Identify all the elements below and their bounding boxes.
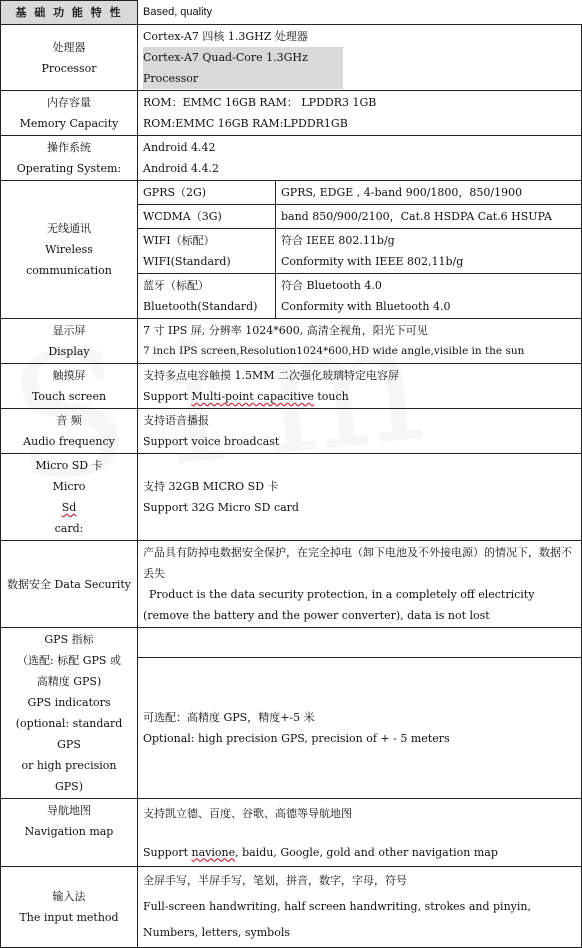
spellcheck-text: Multi-point capacitive	[191, 390, 314, 403]
value-line-1: 支持凯立德、百度、谷歌、高德等导航地图	[143, 806, 352, 820]
value-line-2	[143, 386, 576, 407]
label-line: （选配: 标配 GPS 或	[17, 654, 121, 667]
row-os	[1, 136, 582, 181]
value-line-1: 支持语音播报	[143, 414, 209, 427]
value-line-1: Android 4.42	[143, 141, 216, 154]
row-processor	[1, 25, 582, 91]
value-os	[138, 136, 582, 181]
label-cn: 无线通讯	[47, 222, 91, 235]
label-en: Audio frequency	[23, 435, 115, 448]
label-input	[1, 867, 138, 948]
value-line-2: Product is the data security protection, in a completely off electricity (remove the battery and the power converter), data is not lost	[143, 588, 535, 622]
value-line-1: ROM：EMMC 16GB RAM： LPDDR3 1GB	[143, 96, 377, 109]
value-line-2: Optional: high precision GPS, precision of + - 5 meters	[143, 731, 450, 745]
label-en: Memory Capacity	[19, 117, 119, 130]
value-input	[138, 867, 582, 948]
value-gps	[138, 657, 582, 798]
label-os	[1, 136, 138, 181]
value-display	[138, 319, 582, 364]
text-part: Micro	[52, 480, 86, 493]
label-cn: 显示屏	[52, 324, 86, 337]
text-part: Support	[143, 845, 192, 859]
value-line-1: 可选配：高精度 GPS，精度+-5 米	[143, 710, 315, 724]
value-line-2: 7 inch IPS screen,Resolution1024*600,HD wide angle,visible in the sun	[143, 345, 525, 357]
wireless-item-name: GPRS（2G)	[138, 181, 276, 205]
value-line-2: Support voice broadcast	[143, 435, 280, 448]
wifi-value-cn: 符合 IEEE 802.11b/g	[281, 234, 395, 247]
value-line-1: 7 寸 IPS 屏, 分辨率 1024*600, 高清全视角，阳光下可见	[143, 324, 428, 337]
text-part: touch	[313, 390, 349, 403]
label-line: or high precision GPS)	[21, 759, 117, 793]
spellcheck-text: Sd	[61, 501, 77, 514]
label-cn: 触摸屏	[52, 369, 86, 382]
label-en: The input method	[19, 911, 119, 924]
label-cn: 输入法	[52, 890, 86, 903]
label-cn: 内存容量	[47, 96, 91, 109]
row-security	[1, 541, 582, 628]
value-line-1: 全屏手写，半屏手写，笔划，拼音，数字，字母，符号	[143, 874, 407, 887]
label-display	[1, 319, 138, 364]
wireless-item-value	[276, 229, 582, 274]
value-line-2	[143, 842, 576, 863]
row-touch	[1, 364, 582, 409]
label-security: 数据安全 Data Security	[1, 541, 138, 628]
value-line-1: Cortex-A7 四核 1.3GHZ 处理器	[143, 30, 308, 43]
wireless-item-value	[276, 274, 582, 319]
label-cn: 操作系统	[47, 141, 91, 154]
label-memory	[1, 91, 138, 136]
label-audio	[1, 409, 138, 454]
label-gps	[1, 628, 138, 799]
value-line-1: 支持多点电容触摸 1.5MM 二次强化玻璃特定电容屏	[143, 369, 400, 382]
text-part: , baidu, Google, gold and other navigation map	[235, 845, 498, 859]
value-sd	[138, 454, 582, 541]
row-gps-top	[1, 628, 582, 658]
label-line: GPS indicators	[27, 696, 111, 709]
label-en: Wireless communication	[26, 243, 112, 277]
row-display	[1, 319, 582, 364]
wireless-item-name: WCDMA（3G)	[138, 205, 276, 229]
value-security	[138, 541, 582, 628]
label-processor	[1, 25, 138, 91]
label-en	[6, 476, 132, 539]
value-line-2: Cortex-A7 Quad-Core 1.3GHz Processor	[143, 47, 343, 89]
wireless-item-name	[138, 274, 276, 319]
value-line-1: 产品具有防掉电数据安全保护，在完全掉电（卸下电池及不外接电源）的情况下，数据不丢失	[143, 546, 572, 580]
spellcheck-text: navione	[191, 845, 236, 859]
bluetooth-value-en: Conformity with Bluetooth 4.0	[281, 300, 451, 313]
label-sd	[1, 454, 138, 541]
bluetooth-en: Bluetooth(Standard)	[143, 300, 258, 313]
value-line-1: 支持 32GB MICRO SD 卡	[143, 480, 279, 493]
value-gps-empty	[138, 628, 582, 658]
value-line-2: ROM:EMMC 16GB RAM:LPDDR1GB	[143, 117, 348, 130]
wifi-en: WIFI(Standard)	[143, 255, 231, 268]
wifi-cn: WIFI（标配）	[143, 234, 215, 247]
header-row	[1, 1, 582, 25]
wifi-value-en: Conformity with IEEE 802,11b/g	[281, 255, 464, 268]
label-cn: 处理器	[52, 40, 86, 54]
label-line: (optional: standard GPS	[15, 717, 123, 751]
label-cn: 音 频	[56, 414, 82, 427]
label-en: Touch screen	[31, 390, 107, 403]
header-title: 基 础 功 能 特 性	[1, 1, 138, 25]
label-nav	[1, 799, 138, 867]
value-line-2: Full-screen handwriting, half screen handwriting, strokes and pinyin, Numbers, letters, symbols	[143, 900, 531, 939]
row-wireless-gprs	[1, 181, 582, 205]
label-en: Processor	[41, 61, 97, 75]
row-memory	[1, 91, 582, 136]
value-touch	[138, 364, 582, 409]
text-part: Support	[143, 390, 192, 403]
label-wireless	[1, 181, 138, 319]
value-audio	[138, 409, 582, 454]
wireless-item-name	[138, 229, 276, 274]
label-line: GPS 指标	[44, 633, 94, 646]
row-audio	[1, 409, 582, 454]
value-line-2: Android 4.4.2	[143, 162, 219, 175]
bluetooth-cn: 蓝牙（标配）	[143, 279, 209, 292]
value-line-2: Support 32G Micro SD card	[143, 501, 299, 514]
label-touch	[1, 364, 138, 409]
label-en: Display	[48, 345, 90, 358]
label-line: 高精度 GPS)	[36, 675, 102, 688]
wireless-item-value: GPRS, EDGE , 4-band 900/1800，850/1900	[276, 181, 582, 205]
label-cn: Micro SD 卡	[35, 459, 103, 472]
label-cn: 导航地图	[47, 804, 91, 817]
label-en: Navigation map	[24, 825, 114, 838]
wireless-item-value: band 850/900/2100，Cat.8 HSDPA Cat.6 HSUPA	[276, 205, 582, 229]
value-nav	[138, 799, 582, 867]
value-memory	[138, 91, 582, 136]
row-input	[1, 867, 582, 948]
row-sd	[1, 454, 582, 541]
label-en: Operating System:	[16, 162, 122, 175]
value-processor	[138, 25, 582, 91]
text-part: card:	[54, 522, 84, 535]
row-nav	[1, 799, 582, 867]
header-subtitle: Based, quality	[138, 1, 582, 25]
bluetooth-value-cn: 符合 Bluetooth 4.0	[281, 279, 382, 292]
